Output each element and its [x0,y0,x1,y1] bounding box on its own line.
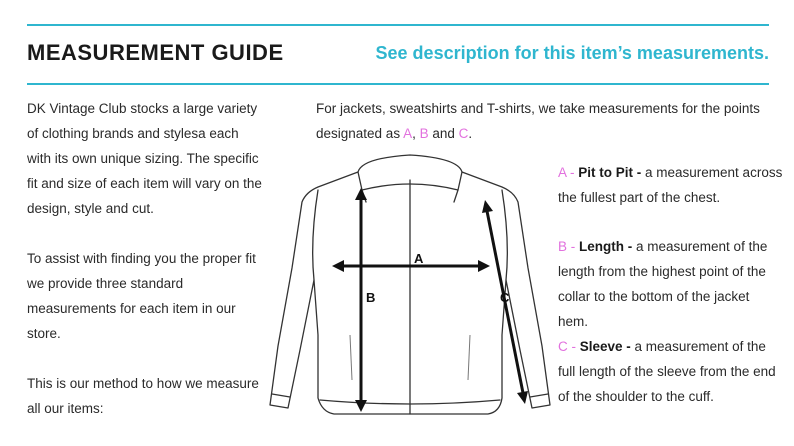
points-intro-end: . [468,126,473,141]
point-a-ref: A [403,126,413,141]
page-title: MEASUREMENT GUIDE [27,40,284,65]
measurement-c-letter: C [558,339,568,354]
measurement-c-name: Sleeve - [579,339,631,354]
point-b-ref: B [419,126,429,141]
header-divider [27,83,769,85]
left-pocket [350,335,352,380]
measurement-a [558,160,783,210]
points-intro-text: For jackets, sweatshirts and T-shirts, we take measurements for the points designated as [316,101,760,141]
point-c-ref: C [458,126,469,141]
arrow-c-top-head [482,200,493,213]
measurement-a-text: a measurement across the fullest part of the chest. [558,165,783,205]
measurement-c-dash: - [567,339,580,354]
right-cuff [530,394,548,397]
measurement-c [558,334,783,409]
page-subtitle: See description for this item’s measurements. [375,43,769,63]
intro-paragraph-3: This is our method to how we measure all our items: [27,376,259,416]
measurement-a-letter: A [558,165,567,180]
arrow-b-bottom-head [355,400,367,412]
measurement-b [558,234,783,334]
label-c: C [500,290,510,305]
intro-paragraph-2: To assist with finding you the proper fit we provide three standard measurements for each item in our store. [27,251,256,341]
arrow-c-bottom-head [517,391,528,404]
intro-column [27,96,263,446]
points-intro [316,96,786,146]
right-pocket [468,335,470,380]
measurement-a-name: Pit to Pit - [578,165,642,180]
measurement-a-dash: - [566,165,579,180]
measurement-b-text: a measurement of the length from the highest point of the collar to the bottom of the jacket hem. [558,239,768,329]
jacket-diagram [262,150,552,432]
label-a: A [414,251,424,266]
measurement-b-letter: B [558,239,568,254]
measurement-b-dash: - [567,239,580,254]
arrow-a-left-head [332,260,344,272]
right-armhole [502,190,507,280]
arrow-a-right-head [478,260,490,272]
left-armhole [313,190,318,280]
top-divider [27,24,769,26]
measurement-b-name: Length - [579,239,633,254]
intro-paragraph-1: DK Vintage Club stocks a large variety of clothing brands and stylesa each with its own unique sizing. The specific fit and size of each item will vary on the design, style and cut. [27,101,262,216]
measurement-c-text: a measurement of the full length of the sleeve from the end of the shoulder to the cuff. [558,339,776,404]
label-b: B [366,290,376,305]
left-cuff [272,394,290,397]
point-separator-2: and [428,126,459,141]
point-separator-1: , [412,126,420,141]
